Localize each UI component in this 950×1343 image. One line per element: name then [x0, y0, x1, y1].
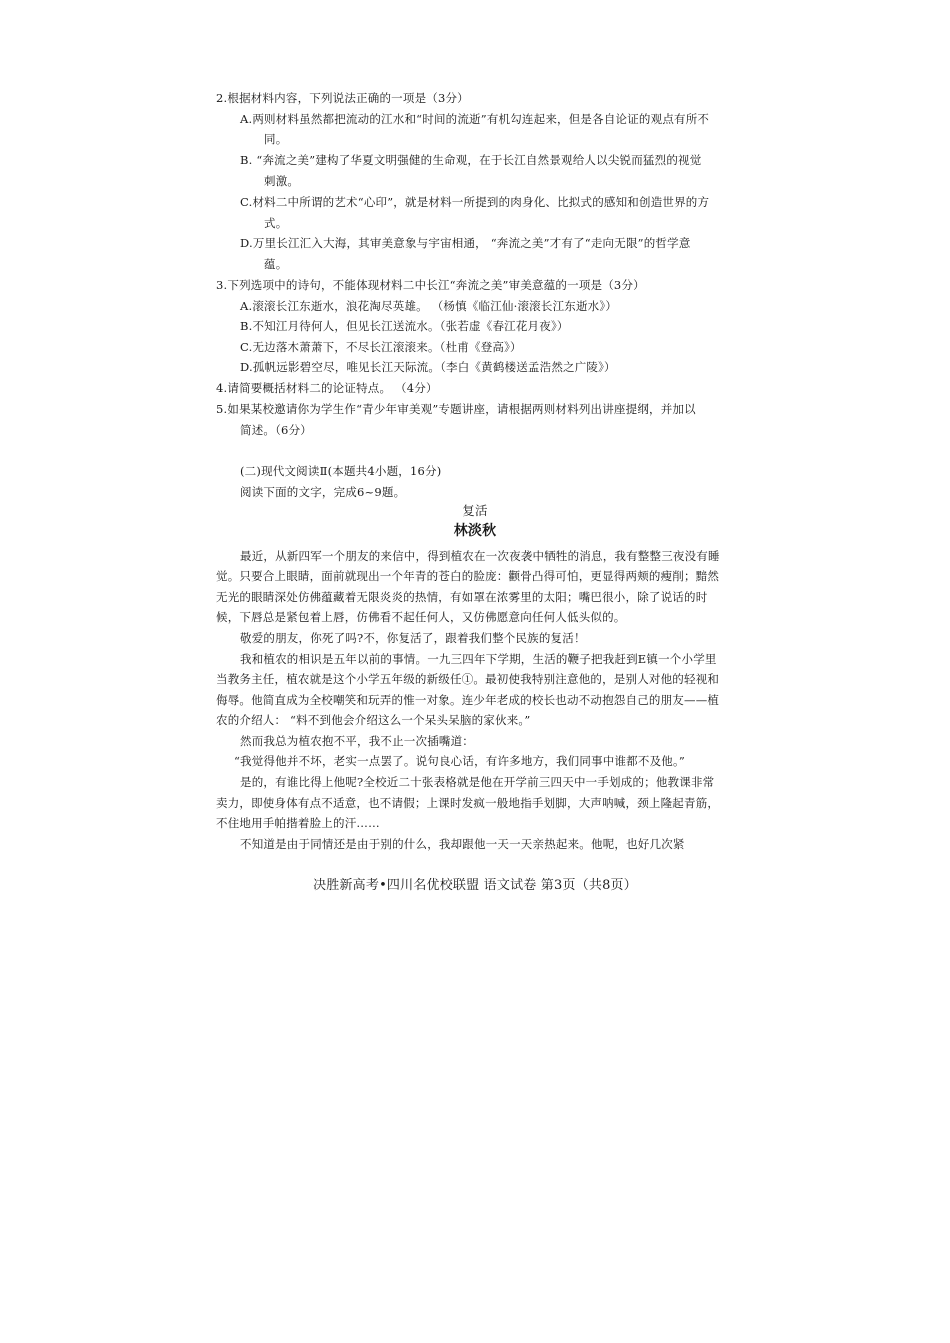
page-footer: 决胜新高考•四川名优校联盟 语文试卷 第3页（共8页） [313, 878, 637, 893]
article-line: 不知道是由于同情还是由于别的什么，我却跟他一天一天亲热起来。他呢，也好几次紧 [240, 837, 685, 851]
article-line: 候，下唇总是紧包着上唇，仿佛看不起任何人，又仿佛愿意向任何人低头似的。 [216, 610, 626, 624]
question-2-option-c-cont: 式。 [264, 216, 288, 230]
article-line: 侮辱。他简直成为全校嘲笑和玩弄的惟一对象。连少年老成的校长也动不动抱怨自己的朋友——植 [216, 693, 720, 707]
question-3-option-d: D.孤帆远影碧空尽，唯见长江天际流。（李白《黄鹤楼送孟浩然之广陵》） [240, 360, 616, 374]
question-2-option-a: A.两则材料虽然都把流动的江水和“时间的流逝”有机勾连起来，但是各自论证的观点有所不 [240, 112, 710, 126]
question-5-stem: 5.如果某校邀请你为学生作“青少年审美观”专题讲座，请根据两则材料列出讲座提纲，并加以 [216, 402, 696, 416]
article-line: 我和植农的相识是五年以前的事情。一九三四年下学期，生活的鞭子把我赶到E镇一个小学里 [240, 652, 717, 666]
question-5-stem-cont: 简述。（6分） [240, 423, 312, 437]
question-2-option-a-cont: 同。 [264, 132, 288, 146]
question-3-stem: 3.下列选项中的诗句，不能体现材料二中长江“奔流之美”审美意蕴的一项是（3分） [216, 278, 645, 292]
question-2-option-c: C.材料二中所谓的艺术“心印”，就是材料一所提到的肉身化、比拟式的感知和创造世界的方 [240, 195, 710, 209]
question-2-option-b-cont: 刺激。 [264, 174, 300, 188]
question-4-stem: 4.请简要概括材料二的论证特点。 （4分） [216, 381, 438, 395]
article-line: 农的介绍人： “料不到他会介绍这么一个呆头呆脑的家伙来。” [216, 713, 531, 727]
section-heading: (二)现代文阅读Ⅱ(本题共4小题，16分) [240, 464, 442, 478]
question-2-option-d: D.万里长江汇入大海，其审美意象与宇宙相通， “奔流之美”才有了“走向无限”的哲学意 [240, 236, 691, 250]
article-line: 当教务主任，植农就是这个小学五年级的新级任①。最初使我特别注意他的，是别人对他的轻视和 [216, 672, 720, 686]
article-title: 复活 [462, 503, 488, 518]
article-line: 然而我总为植农抱不平，我不止一次插嘴道： [240, 734, 474, 748]
section-instruction: 阅读下面的文字，完成6~9题。 [240, 485, 406, 499]
article-line: 觉。只要合上眼睛，面前就现出一个年青的苍白的脸庞：颧骨凸得可怕，更显得两颊的瘦削；黯然 [216, 569, 720, 583]
article-line: 最近，从新四军一个朋友的来信中，得到植农在一次夜袭中牺牲的消息，我有整整三夜没有睡 [240, 549, 720, 563]
article-line: 不住地用手帕揩着脸上的汗…… [216, 816, 380, 830]
article-line: 敬爱的朋友，你死了吗?不，你复活了，跟着我们整个民族的复活！ [240, 631, 586, 645]
question-3-option-a: A.滚滚长江东逝水，浪花淘尽英雄。 （杨慎《临江仙·滚滚长江东逝水》） [240, 299, 618, 313]
question-2-stem: 2.根据材料内容，下列说法正确的一项是（3分） [216, 91, 469, 105]
question-3-option-c: C.无边落木萧萧下，不尽长江滚滚来。（杜甫《登高》） [240, 340, 522, 354]
article-line: 是的，有谁比得上他呢?全校近二十张表格就是他在开学前三四天中一手划成的；他教课非常 [240, 775, 715, 789]
article-line: “我觉得他并不坏，老实一点罢了。说句良心话，有许多地方，我们同事中谁都不及他。” [234, 754, 686, 768]
article-line: 卖力，即使身体有点不适意，也不请假；上课时发疯一般地指手划脚，大声呐喊，颈上隆起青筋， [216, 796, 720, 810]
question-2-option-b: B. “奔流之美”建构了华夏文明强健的生命观，在于长江自然景观给人以尖锐而猛烈的视觉 [240, 153, 702, 167]
question-2-option-d-cont: 蕴。 [264, 257, 288, 271]
article-author: 林淡秋 [453, 523, 497, 539]
article-line: 无光的眼睛深处仿佛蕴藏着无限炎炎的热情，有如罩在浓雾里的太阳；嘴巴很小，除了说话的时 [216, 590, 708, 604]
question-3-option-b: B.不知江月待何人，但见长江送流水。（张若虚《春江花月夜》） [240, 319, 569, 333]
